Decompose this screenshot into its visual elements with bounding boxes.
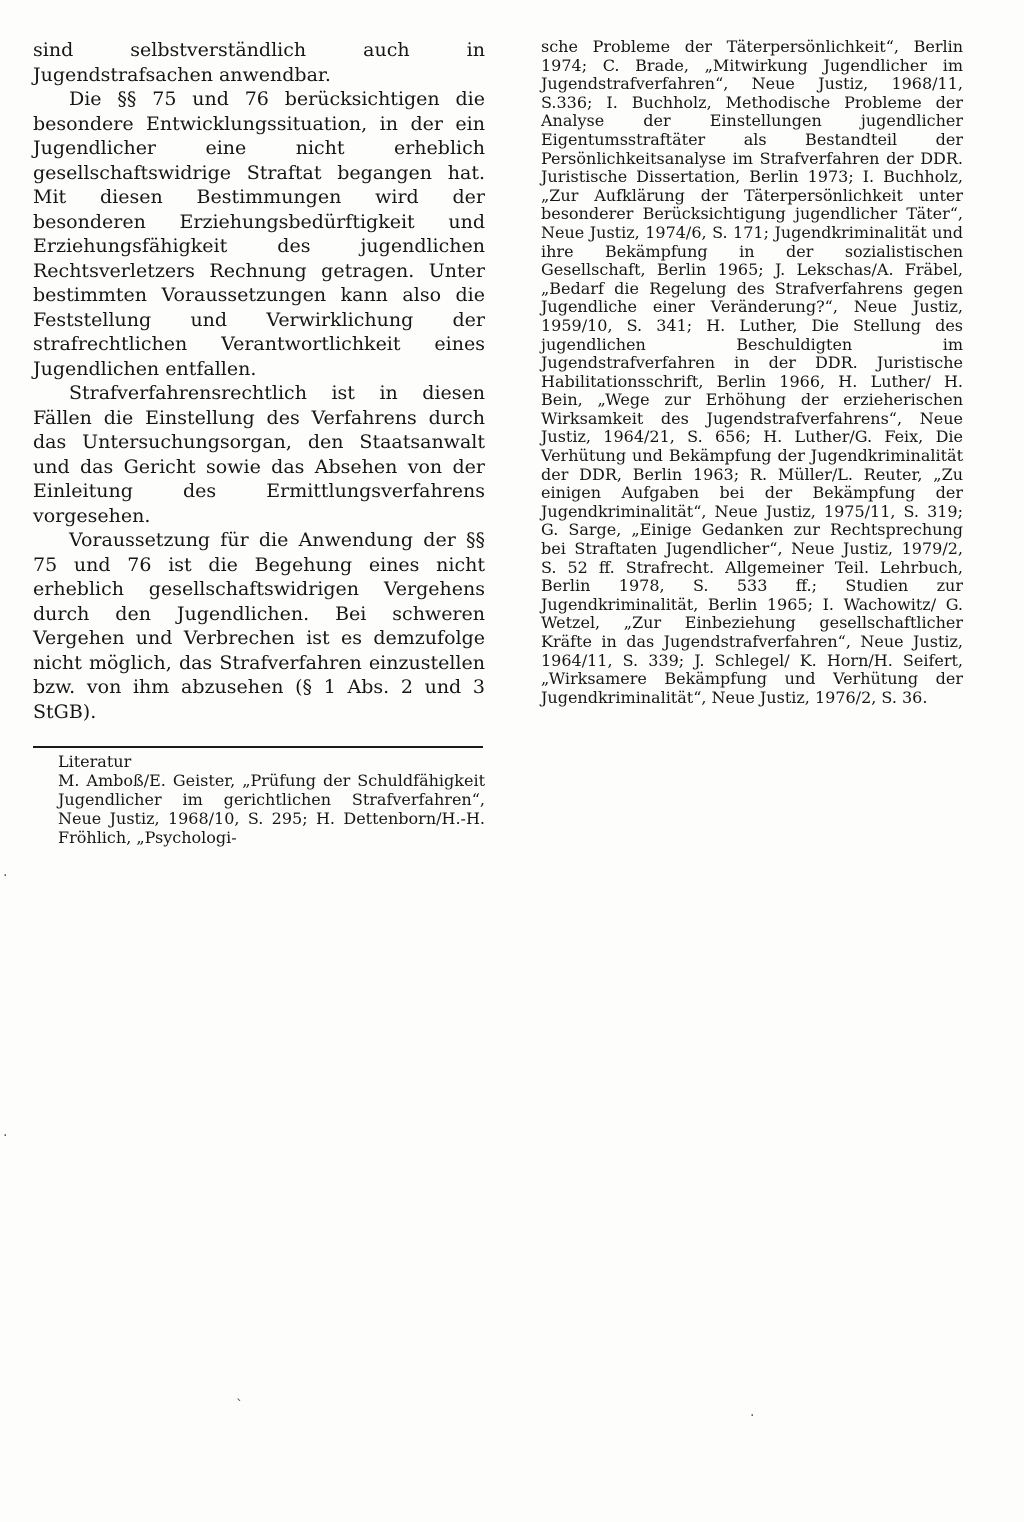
literature-list-continuation: sche Probleme der Täterpersönlichkeit“, Berlin 1974; C. Brade, „Mitwirkung Jugendlicher im Jugendstrafverfahren“, Neue Justiz, 1968/11, S.336; I. Buchholz, Methodische Probleme der Analyse der Einstellungen jugendlicher Eigentumsstraftäter als Bestandteil der Persönlichkeitsanalyse im Strafverfahren der DDR. Juristische Dissertation, Berlin 1973; I. Buchholz, „Zur Aufklärung der Täterpersönlichkeit unter besonderer Berücksichtigung jugendlicher Täter“, Neue Justiz, 1974/6, S. 171; Jugendkriminalität und ihre Bekämpfung in der sozialistischen Gesellschaft, Berlin 1965; J. Lekschas/A. Fräbel, „Bedarf die Regelung des Strafverfahrens gegen Jugendliche einer Veränderung?“, Neue Justiz, 1959/10, S. 341; H. Luther, Die Stellung des jugendlichen Beschuldigten im Jugendstrafverfahren in der DDR. Juristische Habilitationsschrift, Berlin 1966, H. Luther/ H. Bein, „Wege zur Erhöhung der erzieherischen Wirksamkeit des Jugendstrafverfahrens“, Neue Justiz, 1964/21, S. 656; H. Luther/G. Feix, Die Verhütung und Bekämpfung der Jugendkriminalität der DDR, Berlin 1963; R. Müller/L. Reuter, „Zu einigen Aufgaben bei der Bekämpfung der Jugendkriminalität“, Neue Justiz, 1975/11, S. 319; G. Sarge, „Einige Gedanken zur Rechtsprechung bei Straftaten Jugendlicher“, Neue Justiz, 1979/2, S. 52 ff. Strafrecht. Allgemeiner Teil. Lehrbuch, Berlin 1978, S. 533 ff.; Studien zur Jugendkriminalität, Berlin 1965; I. Wachowitz/ G. Wetzel, „Zur Einbeziehung gesellschaftlicher Kräfte in das Jugendstrafverfahren“, Neue Justiz, 1964/11, S. 339; J. Schlegel/ K. Horn/H. Seifert, „Wirksamere Bekämpfung und Verhütung der Jugendkriminalität“, Neue Justiz, 1976/2, S. 36. [541, 37, 963, 707]
literature-list-start: M. Amboß/E. Geister, „Prüfung der Schuldfähigkeit Jugendlicher im gerichtlichen Strafverfahren“, Neue Justiz, 1968/10, S. 295; H. Dettenborn/H.-H. Fröhlich, „Psychologi- [58, 771, 485, 847]
literature-divider [33, 746, 483, 748]
literature-heading: Literatur [58, 752, 132, 771]
scan-mark: ` [236, 1398, 243, 1414]
scan-mark: · [3, 1128, 8, 1144]
right-column [541, 38, 963, 707]
left-column [33, 38, 485, 847]
scan-mark: · [3, 868, 8, 884]
paragraph-prerequisite: Voraussetzung für die Anwendung der §§ 75 und 76 ist die Begehung eines nicht erheblich gesellschaftswidrigen Vergehens durch den Jugendlichen. Bei schweren Vergehen und Verbrechen ist es demzufolge nicht möglich, das Strafverfahren einzustellen bzw. von ihm abzusehen (§ 1 Abs. 2 und 3 StGB). [33, 529, 485, 723]
paragraph-continuation: sind selbstverständlich auch in Jugendstrafsachen anwendbar. [33, 39, 485, 86]
scan-mark: · [750, 1408, 755, 1424]
paragraph-sections-75-76: Die §§ 75 und 76 berücksichtigen die besondere Entwicklungssituation, in der ein Jugendlicher eine nicht erheblich gesellschaftswidrige Straftat begangen hat. Mit diesen Bestimmungen wird der besonderen Erziehungsbedürftigkeit und Erziehungsfähigkeit des jugendlichen Rechtsverletzers Rechnung getragen. Unter bestimmten Voraussetzungen kann also die Feststellung und Verwirklichung der strafrechtlichen Verantwortlichkeit eines Jugendlichen entfallen. [33, 88, 485, 380]
paragraph-procedural-law: Strafverfahrensrechtlich ist in diesen Fällen die Einstellung des Verfahrens durch das Untersuchungsorgan, den Staatsanwalt und das Gericht sowie das Absehen von der Einleitung des Ermittlungsverfahrens vorgesehen. [33, 382, 485, 527]
